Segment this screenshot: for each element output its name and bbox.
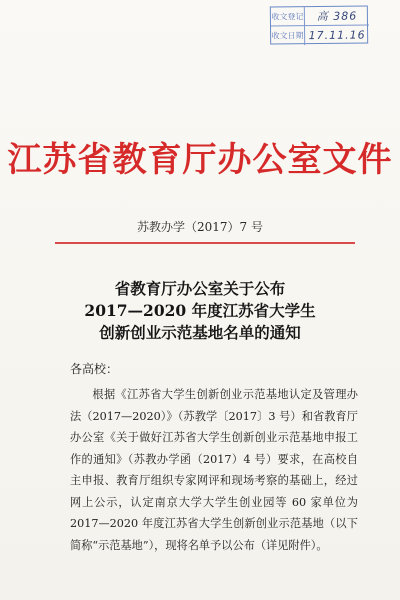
notice-title xyxy=(0,278,400,344)
received-stamp xyxy=(270,5,368,44)
body-paragraph: 根据《江苏省大学生创新创业示范基地认定及管理办法（2017—2020）》（苏教学〔2017〕3 号）和省教育厅办公室《关于做好江苏省大学生创新创业示范基地申报工作的通知》（苏教办学函（2017）4 号）要求，在高校自主申报、教育厅组织专家网评和现场考察的基础上，经过网上公示，认定南京大学大学生创业园等 60 家单位为 2017—2020 年度江苏省大学生创新创业示范基地（以下简称“示范基地”），现将名单予以公布（详见附件）。 xyxy=(70,388,358,552)
red-divider xyxy=(55,242,355,244)
stamp-label-bottom: 收文日期 xyxy=(271,26,305,45)
salutation: 各高校： xyxy=(70,362,119,376)
stamp-label-top: 收文登记 xyxy=(271,7,305,26)
masthead: 江苏省教育厅办公室文件 xyxy=(7,140,393,180)
document-number: 苏教办学（2017）7 号 xyxy=(137,220,263,234)
title-line-2: 2017—2020 年度江苏省大学生 xyxy=(84,301,316,320)
body-text xyxy=(70,384,358,556)
stamp-date: 17.11.16 xyxy=(308,28,366,43)
title-line-3: 创新创业示范基地名单的通知 xyxy=(99,323,301,342)
stamp-number: 高 386 xyxy=(305,6,369,26)
title-line-1: 省教育厅办公室关于公布 xyxy=(114,279,286,298)
